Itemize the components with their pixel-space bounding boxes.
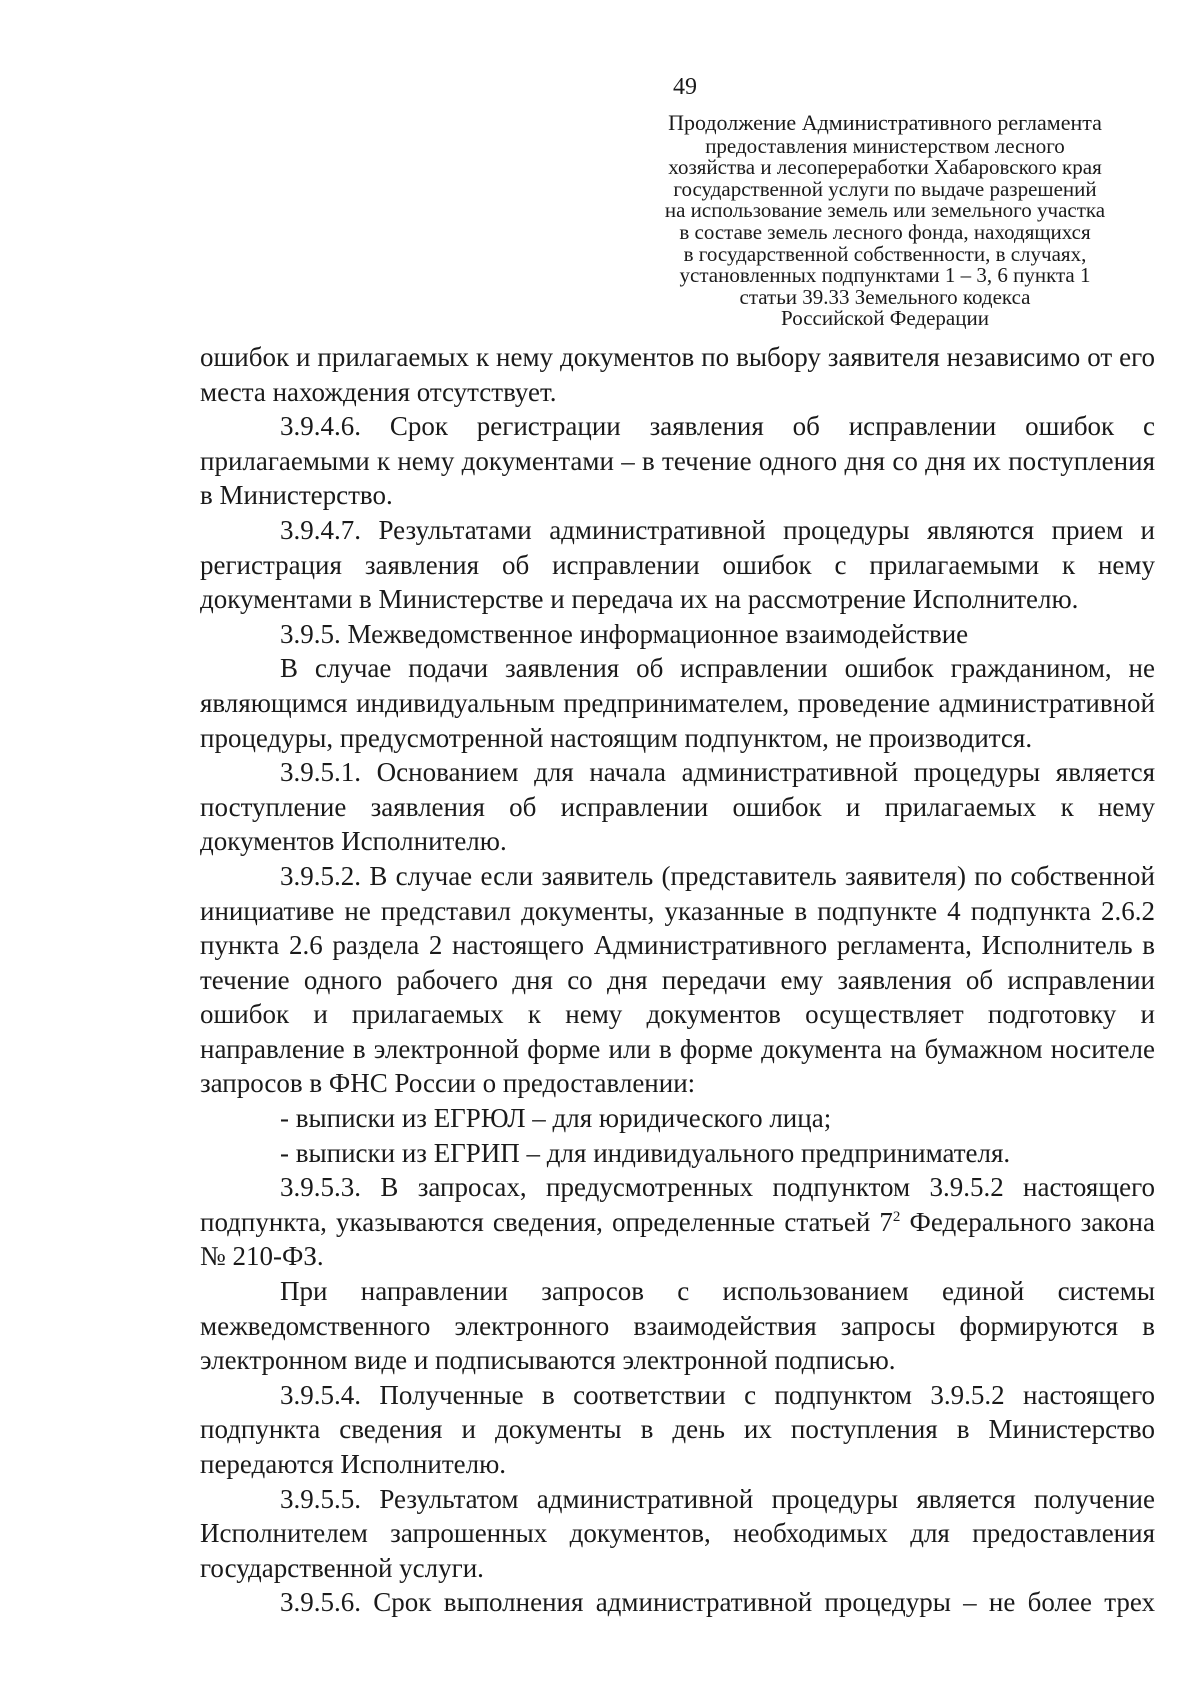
paragraph: 3.9.4.6. Срок регистрации заявления об исправлении ошибок с прилагаемыми к нему документами – в течение одного дня со дня их поступления в Министерство. xyxy=(200,411,1155,511)
paragraph: 3.9.5. Межведомственное информационное взаимодействие xyxy=(280,618,969,649)
paragraph: 3.9.5.4. Полученные в соответствии с подпунктом 3.9.5.2 настоящего подпункта сведения и документы в день их поступления в Министерство передаются Исполнителю. xyxy=(200,1379,1155,1479)
paragraph: 3.9.5.5. Результатом административной процедуры является получение Исполнителем запрошенных документов, необходимых для предоставления государственной услуги. xyxy=(200,1483,1155,1583)
header-line: в государственной собственности, в случаях, xyxy=(683,241,1087,266)
paragraph: 3.9.5.1. Основанием для начала административной процедуры является поступление заявления об исправлении ошибок и прилагаемых к нему документов Исполнителю. xyxy=(200,757,1155,857)
list-item: - выписки из ЕГРЮЛ – для юридического лица; xyxy=(280,1103,832,1134)
header-line: установленных подпунктами 1 – 3, 6 пункта 1 xyxy=(679,263,1091,288)
paragraph: ошибок и прилагаемых к нему документов по выбору заявителя независимо от его места нахождения отсутствует. xyxy=(200,342,1155,407)
paragraph: 3.9.5.2. В случае если заявитель (представитель заявителя) по собственной инициативе не представил документы, указанные в подпункте 4 подпункта 2.6.2 пункта 2.6 раздела 2 настоящего Административного регламента, Исполнитель в течение одного рабочего дня со дня передачи ему заявления об исправлении ошибок и прилагаемых к нему документов осуществляет подготовку и направление в электронной форме или в форме документа на бумажном носителе запросов в ФНС России о предоставлении: xyxy=(200,860,1155,1099)
paragraph-text: 3.9.5.3. В запросах, предусмотренных подпунктом 3.9.5.2 настоящего подпункта, указываются сведения, определенные статьей 7 xyxy=(200,1172,1155,1237)
paragraph xyxy=(200,1170,1155,1274)
list-item: - выписки из ЕГРИП – для индивидуального предпринимателя. xyxy=(280,1137,1011,1168)
header-line: предоставления министерством лесного xyxy=(705,133,1065,158)
header-line: хозяйства и лесопереработки Хабаровского края xyxy=(668,155,1102,180)
header-block xyxy=(620,112,1150,330)
paragraph: При направлении запросов с использованием единой системы межведомственного электронного взаимодействия запросы формируются в электронном виде и подписываются электронной подписью. xyxy=(200,1276,1155,1376)
paragraph: В случае подачи заявления об исправлении ошибок гражданином, не являющимся индивидуальным предпринимателем, проведение административной процедуры, предусмотренной настоящим подпунктом, не производится. xyxy=(200,653,1155,753)
body-text xyxy=(200,340,1155,1620)
header-line: государственной услуги по выдаче разрешений xyxy=(673,176,1097,201)
paragraph-text: Федерального закона № 210-ФЗ. xyxy=(200,1206,1155,1272)
header-line: на использование земель или земельного участка xyxy=(664,198,1106,223)
header-line: Продолжение Административного регламента xyxy=(668,110,1102,135)
header-line: в составе земель лесного фонда, находящихся xyxy=(679,219,1091,244)
paragraph: 3.9.5.6. Срок выполнения административной процедуры – не более трех xyxy=(280,1587,1155,1618)
paragraph: 3.9.4.7. Результатами административной процедуры являются прием и регистрация заявления об исправлении ошибок с прилагаемыми к нему документами в Министерстве и передача их на рассмотрение Исполнителю. xyxy=(200,514,1155,615)
header-line: Российской Федерации xyxy=(781,306,989,331)
superscript: 2 xyxy=(892,1208,901,1225)
page-number: 49 xyxy=(673,74,697,100)
header-line: статьи 39.33 Земельного кодекса xyxy=(739,284,1031,309)
